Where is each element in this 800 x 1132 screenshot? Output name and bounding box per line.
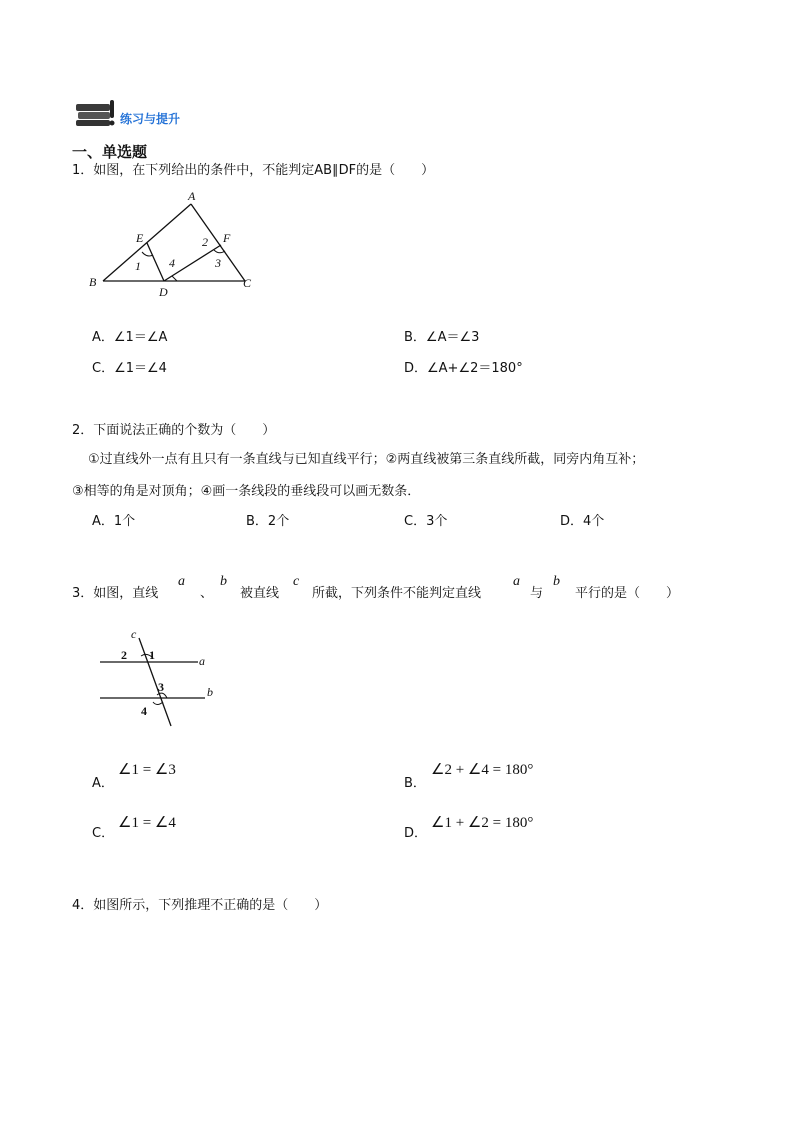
question-3-stem-5: 与: [530, 586, 544, 601]
label-angle-1: 1: [135, 259, 141, 273]
question-3-option-a-letter: A．: [92, 776, 114, 791]
question-3-stem-1: 3．如图，直线: [72, 586, 159, 601]
label-angle-2: 2: [121, 648, 127, 662]
question-2-option-d: D．4个: [560, 514, 605, 529]
question-1-option-c: C．∠1＝∠4: [92, 361, 167, 376]
label-angle-1: 1: [149, 648, 155, 662]
question-3-var-b: b: [220, 574, 227, 589]
question-3-option-d-expr: ∠1 + ∠2 = 180°: [431, 815, 534, 831]
label-angle-2: 2: [202, 235, 208, 249]
label-angle-4: 4: [169, 256, 175, 270]
label-B: B: [89, 275, 97, 289]
question-1-figure: [85, 188, 265, 300]
question-3-var-a2: a: [513, 574, 520, 589]
label-A: A: [188, 189, 196, 203]
question-3-var-b2: b: [553, 574, 560, 589]
question-1-option-d: D．∠A+∠2＝180°: [404, 361, 523, 376]
question-1-option-a: A．∠1＝∠A: [92, 330, 168, 345]
question-2-option-c: C．3个: [404, 514, 448, 529]
badge-label: 练习与提升: [120, 112, 181, 126]
label-angle-4: 4: [141, 704, 147, 718]
question-3-figure: [95, 628, 225, 728]
question-3-stem-4: 所截，下列条件不能判定直线: [312, 586, 482, 601]
question-1-stem: 1．如图，在下列给出的条件中，不能判定AB∥DF的是（ ）: [72, 163, 435, 178]
question-2-option-b: B．2个: [246, 514, 290, 529]
question-3-option-b-expr: ∠2 + ∠4 = 180°: [431, 762, 534, 778]
label-F: F: [223, 231, 231, 245]
label-angle-3: 3: [158, 680, 164, 694]
label-a: a: [199, 654, 205, 668]
question-2-line2: ③相等的角是对顶角；④画一条线段的垂线段可以画无数条．: [72, 484, 421, 499]
question-2-stem: 2．下面说法正确的个数为（ ）: [72, 423, 276, 438]
label-D: D: [159, 285, 168, 299]
question-3-option-c-letter: C．: [92, 826, 115, 841]
label-b: b: [207, 685, 213, 699]
label-C: C: [243, 276, 252, 290]
section-title: 一、单选题: [72, 143, 148, 161]
question-3-stem-6: 平行的是（ ）: [575, 586, 680, 601]
question-3-stem-3: 被直线: [240, 586, 280, 601]
question-2-line1: ①过直线外一点有且只有一条直线与已知直线平行；②两直线被第三条直线所截，同旁内角互补；: [88, 452, 645, 467]
label-c: c: [131, 628, 137, 641]
question-3-var-c: c: [293, 574, 300, 589]
question-3-option-b-letter: B．: [404, 776, 426, 791]
question-3-option-d-letter: D．: [404, 826, 428, 841]
question-3-stem-2: 、: [200, 586, 214, 601]
question-4-stem: 4．如图所示，下列推理不正确的是（ ）: [72, 898, 328, 913]
label-E: E: [136, 231, 144, 245]
question-3-option-c-expr: ∠1 = ∠4: [118, 815, 176, 831]
question-2-option-a: A．1个: [92, 514, 136, 529]
question-3-option-a-expr: ∠1 = ∠3: [118, 762, 176, 778]
question-3-var-a: a: [178, 574, 185, 589]
question-1-option-b: B．∠A＝∠3: [404, 330, 480, 345]
label-angle-3: 3: [215, 256, 221, 270]
